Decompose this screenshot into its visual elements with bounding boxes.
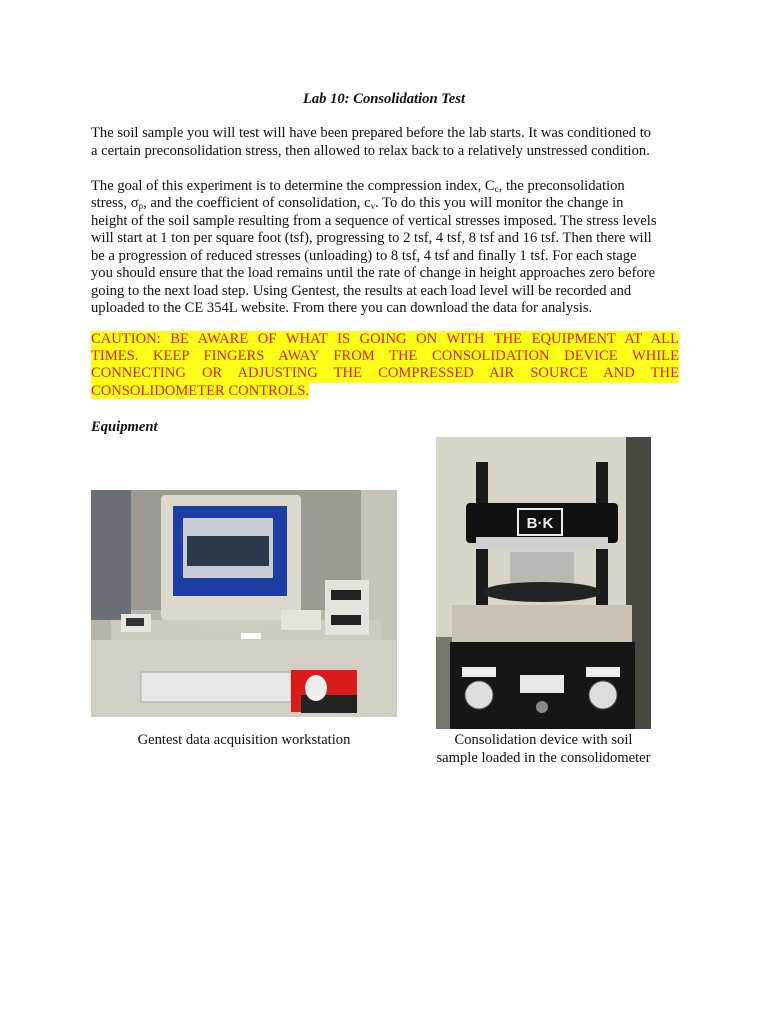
text: , the preconsolidation [498,177,625,194]
bk-logo: B·K [526,515,554,532]
consolidometer-photo [436,437,651,729]
intro-line: a certain preconsolidation stress, then allowed to relax back to a relatively unstressed condition. [91,142,650,159]
caution-line [91,383,679,400]
caption-line: sample loaded in the consolidometer [436,750,651,766]
subscript: c [494,183,499,194]
caution-text: CONSOLIDOMETER CONTROLS. [91,382,310,399]
goal-line: going to the next load step. Using Gentest, the results at each load level will be recorded and [91,282,632,299]
goal-line: you should ensure that the load remains until the rate of change in height approaches zero before [91,265,656,281]
goal-line: will start at 1 ton per square foot (tsf), progressing to 2 tsf, 4 tsf, 8 tsf and 16 tsf. Then there will [91,230,652,246]
page-title: Lab 10: Consolidation Test [302,91,466,107]
equipment-heading: Equipment [91,419,158,435]
workstation-photo [91,490,397,717]
caption-line: Consolidation device with soil [454,732,633,748]
intro-line: The soil sample you will test will have been prepared before the lab starts. It was conditioned to [91,125,652,141]
goal-line: height of the soil sample resulting from a sequence of vertical stresses imposed. The stress levels [91,212,657,229]
subscript: v [370,201,376,211]
text: , and the coefficient of consolidation, c [143,195,371,211]
text: . To do this you will monitor the change in [375,195,624,211]
caution-notice [91,331,679,400]
goal-line: uploaded to the CE 354L website. From there you can download the data for analysis. [91,300,593,316]
text: stress, σ [91,195,139,211]
subscript: p [138,201,144,211]
caution-line: CONNECTING OR ADJUSTING THE COMPRESSED AIR SOURCE AND THE [91,365,679,382]
caution-line: TIMES. KEEP FINGERS AWAY FROM THE CONSOLIDATION DEVICE WHILE [91,348,679,365]
caution-line: CAUTION: BE AWARE OF WHAT IS GOING ON WITH THE EQUIPMENT AT ALL [91,331,679,347]
text: The goal of this experiment is to determine the compression index, C [91,177,495,194]
consolidometer-caption [416,731,671,767]
goal-line: be a progression of reduced stresses (unloading) to 8 tsf, 4 tsf and finally 1 tsf. For each stage [91,247,637,264]
workstation-caption: Gentest data acquisition workstation [137,732,351,748]
